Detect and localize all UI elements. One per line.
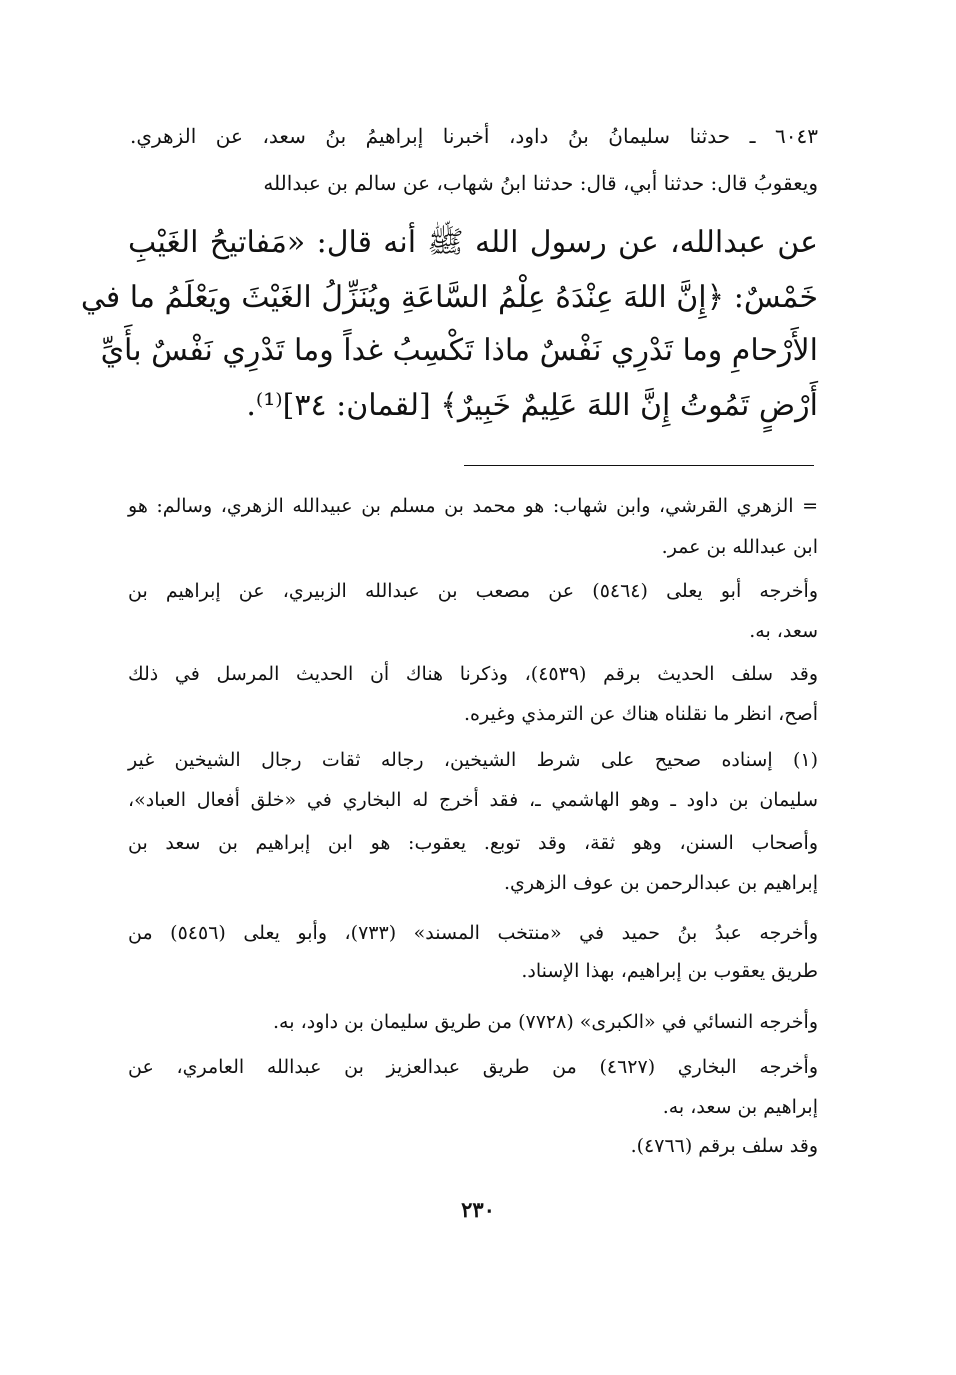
footnote-line: سليمان بن داود ـ وهو الهاشمي ـ، فقد أخرج له البخاري في «خلق أفعال العباد»،	[128, 789, 818, 811]
footnote-line: أصح، انظر ما نقلناه هناك عن الترمذي وغيره.	[464, 703, 818, 725]
footnote-line: إبراهيم بن عبدالرحمن بن عوف الزهري.	[503, 872, 818, 894]
hadith-text-line-4: أَرْضٍ تَمُوتُ إِنَّ اللهَ عَلِيمٌ خَبِيرٌ﴾ [لقمان: ٣٤]⁽¹⁾.	[246, 388, 818, 423]
footnote-line: وأخرجه أبو يعلى (٥٤٦٤) عن مصعب بن عبدالله الزبيري، عن إبراهيم بن	[128, 580, 818, 602]
hadith-text-line-3: الأَرْحامِ وما تَدْرِي نَفْسٌ ماذا تَكْسِبُ غداً وما تَدْرِي نَفْسٌ بأَيِّ	[100, 333, 818, 368]
footnote-line: = الزهري القرشي، وابن شهاب: هو محمد بن مسلم بن عبيدالله الزهري، وسالم: هو	[128, 495, 818, 517]
footnote-line: ابن عبدالله بن عمر.	[661, 536, 818, 558]
hadith-chain-line-1: ٦٠٤٣ ـ حدثنا سليمانُ بنُ داود، أخبرنا إبراهيمُ بنُ سعد، عن الزهري.	[130, 124, 818, 148]
hadith-chain-line-2: ويعقوبُ قال: حدثنا أبي، قال: حدثنا ابنُ شهاب، عن سالم بن عبدالله	[263, 171, 818, 195]
footnote-divider	[464, 465, 814, 466]
footnote-line: وأخرجه النسائي في «الكبرى» (٧٧٢٨) من طريق سليمان بن داود، به.	[273, 1011, 818, 1033]
footnote-line: سعد، به.	[749, 620, 818, 642]
page-number: ٢٣٠	[461, 1197, 495, 1222]
footnote-line: وقد سلف برقم (٤٧٦٦).	[630, 1135, 818, 1157]
footnote-line: إبراهيم بن سعد، به.	[662, 1096, 818, 1118]
hadith-text-line-1: عن عبدالله، عن رسول الله ﷺ أنه قال: «مَفاتيحُ الغَيْبِ	[128, 225, 818, 260]
footnote-line: وأخرجه البخاري (٤٦٢٧) من طريق عبدالعزيز بن عبدالله العامري، عن	[128, 1056, 818, 1078]
footnote-line: وأخرجه عبدُ بنُ حميد في «منتخب المسند» (٧٣٣)، وأبو يعلى (٥٤٥٦) من	[128, 922, 819, 944]
footnote-line: (١) إسناده صحيح على شرط الشيخين، رجاله ثقات رجال الشيخين غير	[128, 749, 818, 771]
footnote-line: طريق يعقوب بن إبراهيم، بهذا الإسناد.	[521, 960, 818, 982]
hadith-text-line-2: خَمْسٌ: ﴿إِنَّ اللهَ عِنْدَهُ عِلْمُ السَّاعَةِ ويُنَزِّلُ الغَيْثَ ويَعْلَمُ ما في	[80, 280, 818, 315]
footnote-line: وقد سلف الحديث برقم (٤٥٣٩)، وذكرنا هناك أن الحديث المرسل في ذلك	[128, 663, 818, 685]
footnote-line: وأصحاب السنن، وهو ثقة، وقد توبع. يعقوب: هو ابن إبراهيم بن سعد بن	[128, 832, 818, 854]
